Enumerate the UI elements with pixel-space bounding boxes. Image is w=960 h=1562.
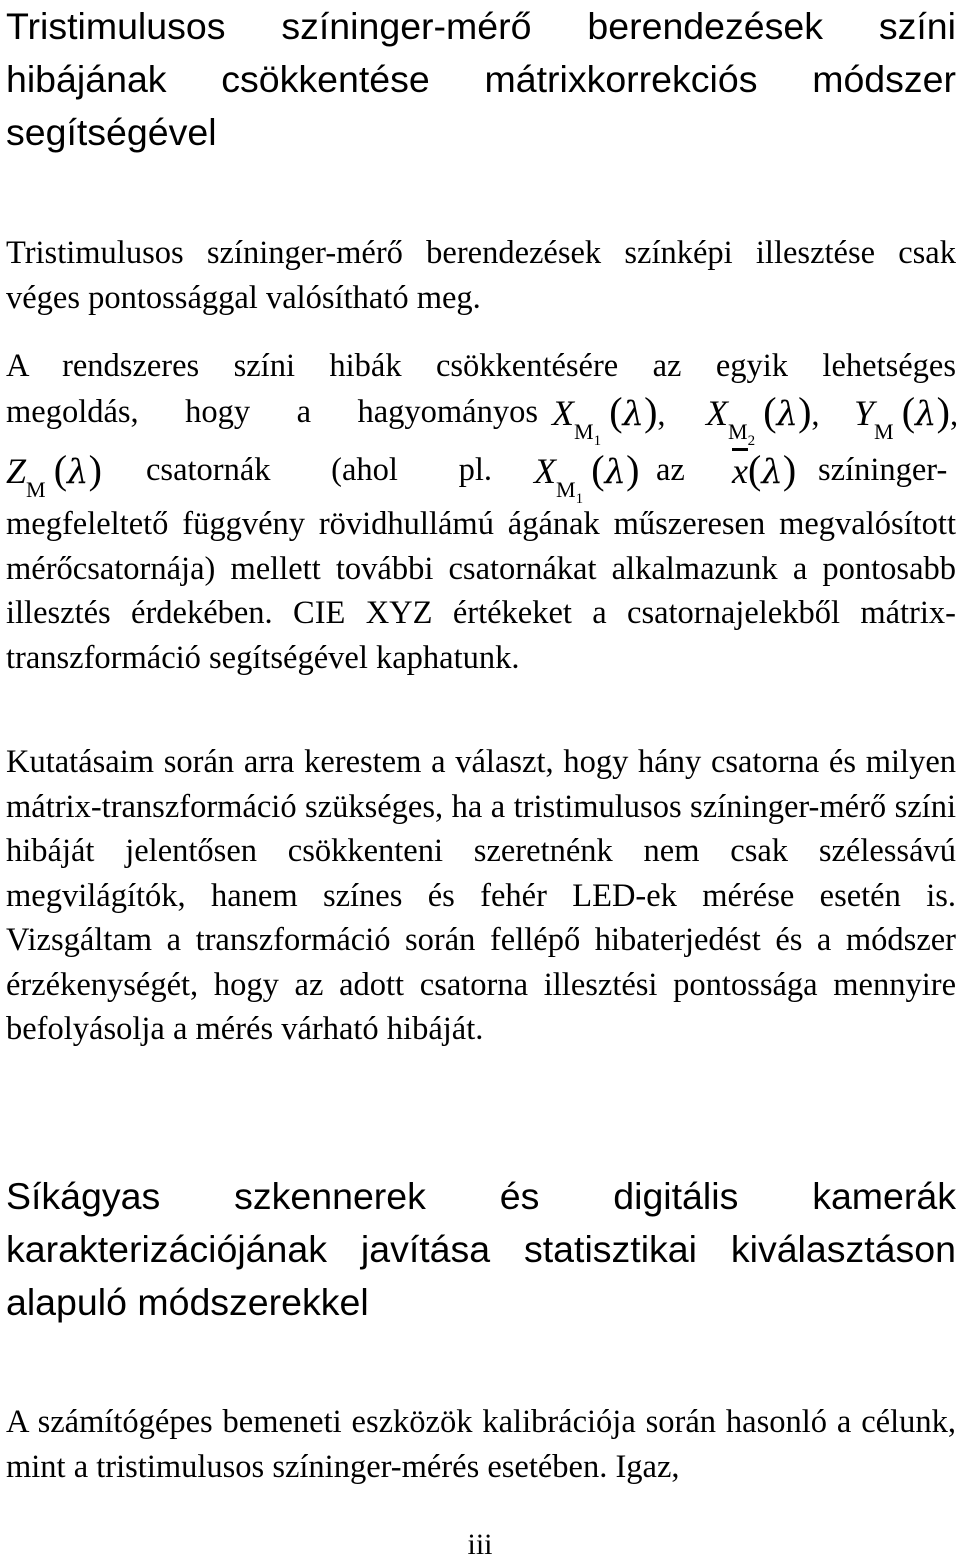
section1-paragraph-2-continued: megfeleltető függvény rövidhullámú ágának műszeresen megvalósított mérőcsatornája) mellett további csatornákat alkalmazunk a pontosabb illesztés érdekében. CIE XYZ értékeket a csatornajelekből mátrix-transzformáció segítségével kaphatunk. <box>6 506 956 676</box>
formula-ym-lambda: $Y_M$ (λ), <box>854 389 959 444</box>
formula-xbar-lambda: $\overline{x}(\lambda)$ <box>732 447 797 492</box>
section1-paragraph-2-line-3: $Z_M$ (λ) csatornák (ahol pl. $X_{M_1}$ (λ) az $\overline{x}(\lambda)$ színinger- <box>6 444 956 496</box>
section1-paragraph-1: Tristimulusos színinger-mérő berendezések színképi illesztése csak véges pontossággal valósítható meg. <box>6 235 956 316</box>
formula-xm1-lambda: $X_{M_1}$ (λ), <box>552 389 666 449</box>
formula-zm-lambda: $Z_M$ (λ) <box>6 447 102 502</box>
section1-paragraph-2-line-1: A rendszeres színi hibák csökkentésére az egyik lehetséges <box>6 348 956 384</box>
section1-paragraph-2-line-2: megoldás, hogy a hagyományos $X_{M_1}$ (λ), $X_{M_2}$ (λ), $Y_M$ (λ), <box>6 386 956 438</box>
formula-xm2-lambda: $X_{M_2}$ (λ), <box>706 389 820 449</box>
section1-paragraph-3: Kutatásaim során arra kerestem a választ, hogy hány csatorna és milyen mátrix-transzformáció szükséges, ha a tristimulusos színinger-mérő színi hibáját jelentősen csökkenteni szeretnénk nem csak szélessávú megvilágítók, hanem színes és fehér LED-ek mérése esetén is. Vizsgáltam a transzformáció során fellépő hibaterjedést és a módszer érzékenységét, hogy az adott csatorna illesztési pontossága mennyire befolyásolja a mérés várható hibáját. <box>6 744 956 1047</box>
section2-paragraph-1: A számítógépes bemeneti eszközök kalibrációja során hasonló a célunk, mint a tristimulusos színinger-mérés esetében. Igaz, <box>6 1404 956 1485</box>
section1-heading: Tristimulusos színinger-mérő berendezések színi hibájának csökkentése mátrixkorrekciós módszer segítségével <box>6 5 956 153</box>
formula-xm1-lambda-2: $X_{M_1}$ (λ) <box>534 447 640 507</box>
page-number: iii <box>467 1528 493 1561</box>
section2-heading: Síkágyas szkennerek és digitális kamerák karakterizációjának javítása statisztikai kiválasztáson alapuló módszerekkel <box>6 1175 956 1323</box>
